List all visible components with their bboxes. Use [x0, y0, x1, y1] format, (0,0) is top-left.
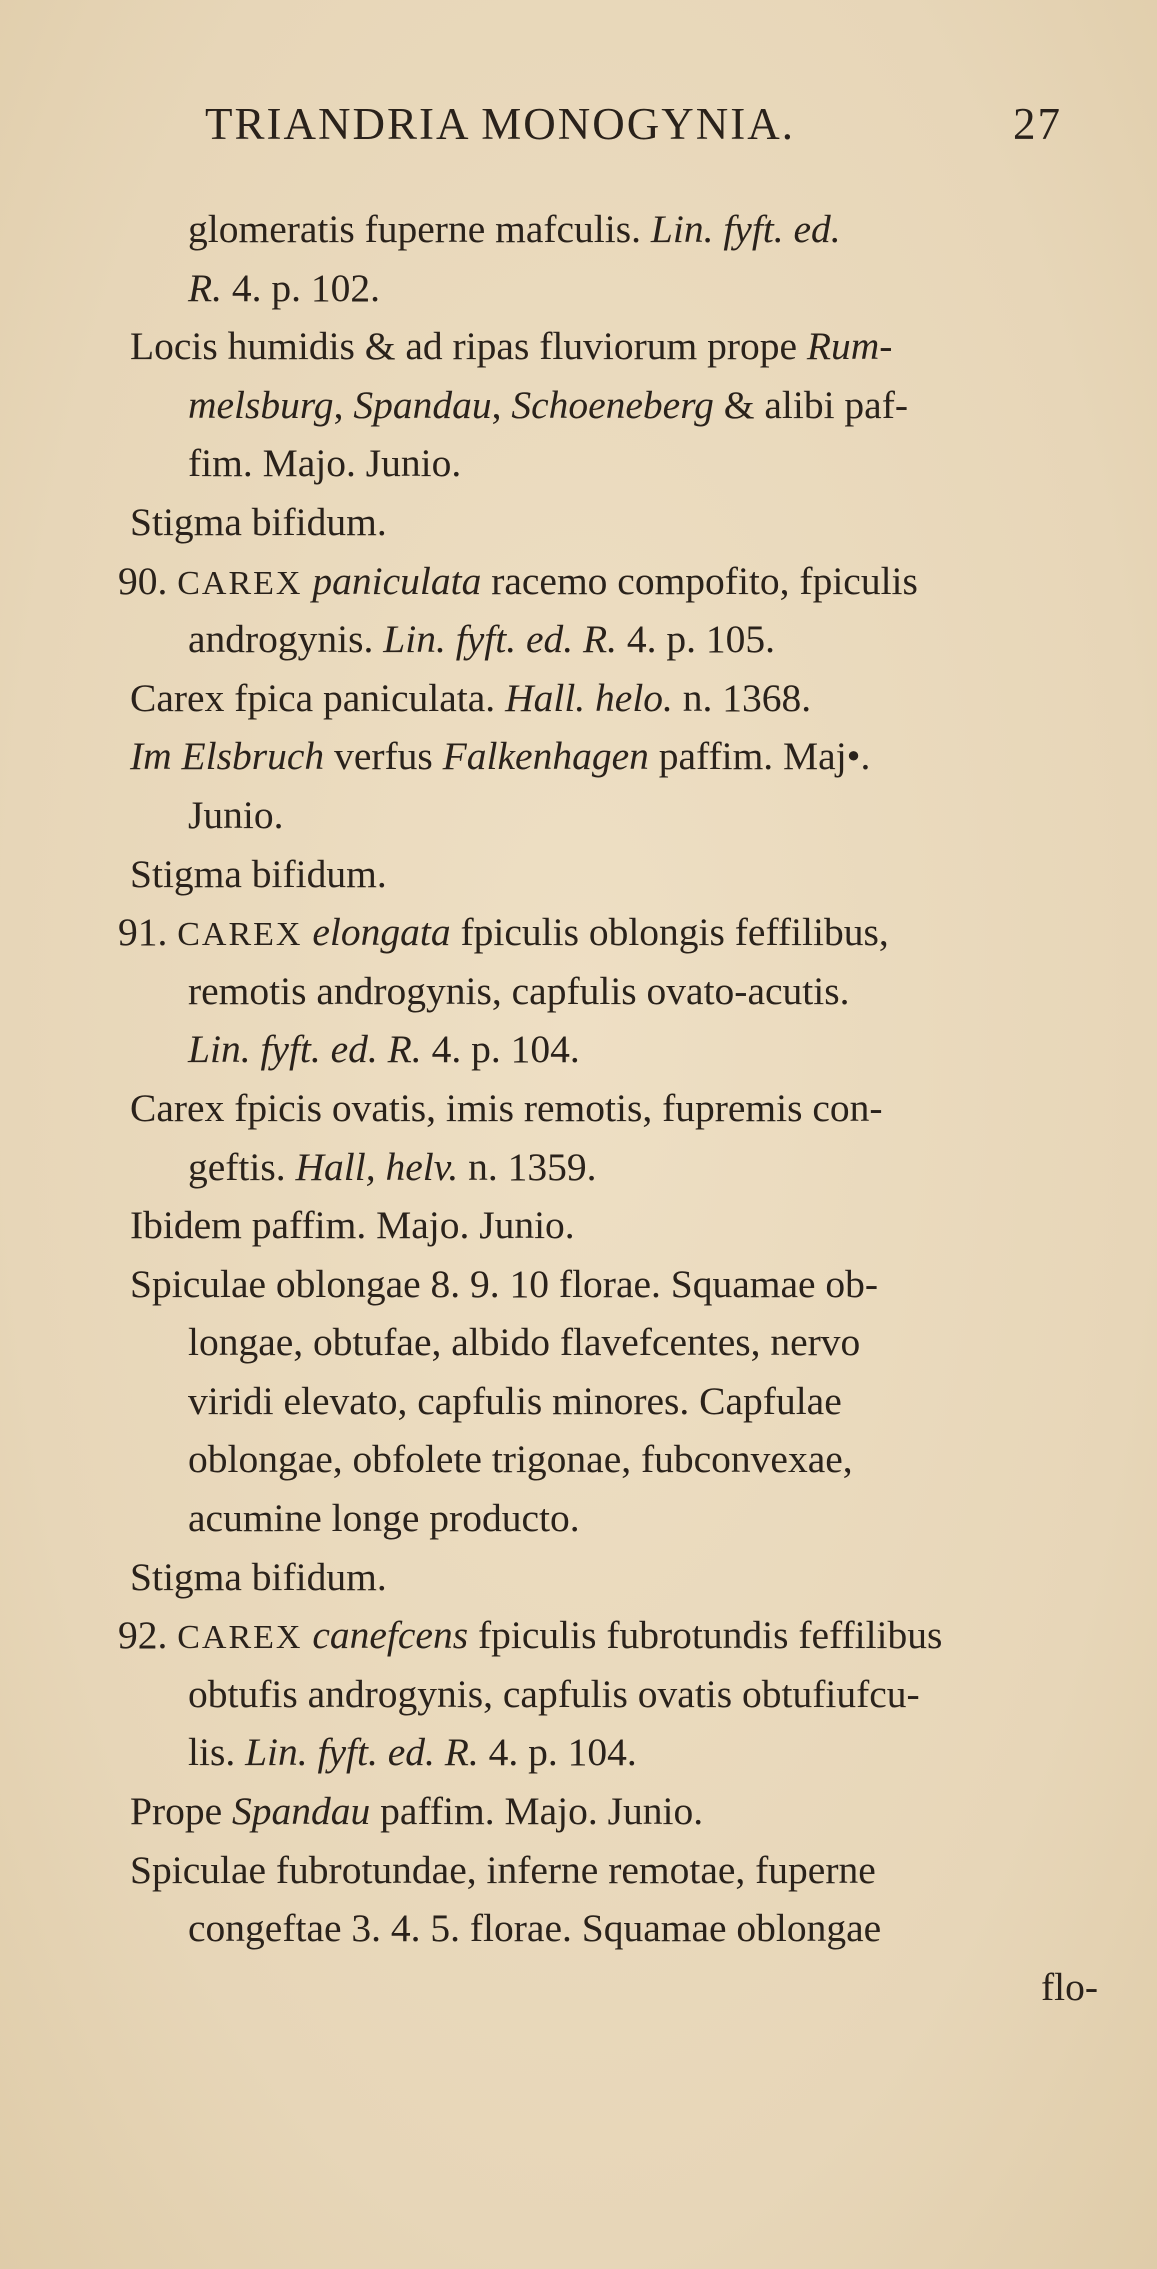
text-run: fpiculis oblongis feffilibus, [450, 910, 889, 955]
page-number: 27 [1013, 99, 1062, 149]
text-line [118, 1196, 1128, 1255]
text-run: fpiculis fubrotundis feffilibus [468, 1613, 943, 1658]
genus-name: CAREX [177, 916, 303, 954]
text-run: Ibidem paffim. Majo. Junio. [130, 1203, 575, 1248]
text-run: 4. p. 104. [478, 1730, 637, 1775]
italic-text: Spandau [232, 1789, 371, 1834]
text-line [118, 493, 1128, 552]
italic-text: Lin. fyft. ed. [650, 207, 841, 251]
text-run [302, 910, 312, 954]
text-run: geftis. [188, 1144, 296, 1189]
genus-name: CAREX [177, 564, 303, 602]
text-run: Spiculae oblongae 8. 9. 10 florae. Squamae ob- [130, 1261, 879, 1306]
text-run: Junio. [188, 792, 284, 837]
italic-text: melsburg [188, 382, 334, 427]
text-line [118, 610, 1128, 669]
text-run: viridi elevato, capfulis minores. Capfulae [188, 1378, 842, 1423]
text-run: obtufis androgynis, capfulis ovatis obtufiufcu- [188, 1671, 920, 1716]
text-run: fim. Majo. Junio. [188, 441, 462, 486]
text-line [118, 376, 1128, 435]
text-line [118, 1430, 1128, 1489]
text-run: Carex fpica paniculata. [130, 675, 506, 720]
text-line [118, 962, 1128, 1021]
running-header [205, 98, 1105, 158]
text-run: verfus [324, 734, 443, 779]
text-run: oblongae, obfolete trigonae, fubconvexae, [188, 1437, 853, 1482]
text-line [118, 727, 1128, 786]
text-run: Stigma bifidum. [130, 499, 387, 544]
text-run: Prope [130, 1789, 233, 1834]
text-line [118, 1489, 1128, 1548]
text-line [118, 259, 1128, 318]
italic-text: Falkenhagen [442, 734, 649, 779]
text-run: flo- [1040, 1964, 1098, 2009]
text-line [118, 1079, 1128, 1138]
text-line [118, 317, 1128, 376]
text-line [118, 1548, 1128, 1607]
italic-text: canefcens [312, 1613, 469, 1658]
italic-text: R. [188, 265, 223, 310]
text-run [302, 1613, 312, 1657]
text-run: 4. p. 104. [421, 1027, 580, 1072]
italic-text: elongata [312, 910, 451, 955]
italic-text: Rum- [806, 324, 893, 369]
text-run: 90. [118, 558, 178, 603]
header-title: TRIANDRIA MONOGYNIA. [205, 99, 795, 149]
text-line [118, 552, 1128, 611]
genus-name: CAREX [177, 1619, 303, 1657]
text-run: longae, obtufae, albido flavefcentes, nervo [188, 1320, 861, 1365]
text-run: congeftae 3. 4. 5. florae. Squamae oblongae [188, 1906, 882, 1951]
text-line [118, 786, 1128, 845]
text-run: glomeratis fuperne mafculis. [188, 207, 651, 251]
italic-text: Schoeneberg [511, 382, 714, 427]
italic-text: Lin. fyft. ed. R. [383, 617, 617, 662]
italic-text: Hall. helo. [505, 675, 673, 720]
text-run: 4. p. 102. [222, 265, 381, 310]
text-run: Carex fpicis ovatis, imis remotis, fupremis con- [130, 1085, 883, 1130]
text-line [118, 1723, 1128, 1782]
text-line [118, 434, 1128, 493]
italic-text: paniculata [312, 558, 482, 603]
text-run: paffim. Maj•. [648, 734, 871, 779]
text-line [118, 1782, 1128, 1841]
text-run: lis. [188, 1730, 246, 1775]
text-run: Spiculae fubrotundae, inferne remotae, fuperne [130, 1847, 876, 1892]
text-line [118, 669, 1128, 728]
text-run: Stigma bifidum. [130, 851, 387, 896]
text-line [118, 1313, 1128, 1372]
text-line [118, 1372, 1128, 1431]
text-run: 4. p. 105. [616, 617, 775, 662]
body-text [118, 200, 1128, 2016]
text-line [118, 903, 1128, 962]
text-run: & alibi paf- [713, 382, 909, 427]
text-run: Locis humidis & ad ripas fluviorum prope [130, 324, 807, 369]
text-line [118, 845, 1128, 904]
text-line [118, 1020, 1128, 1079]
text-run: 91. [118, 910, 178, 955]
text-line [118, 200, 1128, 259]
text-run: n. 1368. [672, 675, 812, 720]
text-line [118, 1958, 1128, 2017]
text-run: 92. [118, 1613, 178, 1658]
italic-text: Hall, helv. [295, 1144, 459, 1189]
text-run: remotis androgynis, capfulis ovato-acutis. [188, 968, 850, 1013]
text-line [118, 1606, 1128, 1665]
text-run [302, 559, 312, 603]
italic-text: Im Elsbruch [130, 734, 325, 779]
text-run: , [333, 382, 354, 427]
text-line [118, 1841, 1128, 1900]
italic-text: Spandau [353, 382, 492, 427]
text-run: , [491, 382, 512, 427]
text-run: acumine longe producto. [188, 1496, 580, 1541]
italic-text: Lin. fyft. ed. R. [188, 1027, 422, 1072]
text-line [118, 1138, 1128, 1197]
text-line [118, 1255, 1128, 1314]
text-line [118, 1899, 1128, 1958]
text-run: racemo compofito, fpiculis [481, 558, 918, 603]
text-run: Stigma bifidum. [130, 1554, 387, 1599]
italic-text: Lin. fyft. ed. R. [245, 1730, 479, 1775]
text-run: androgynis. [188, 617, 384, 662]
text-line [118, 1665, 1128, 1724]
text-run: n. 1359. [458, 1144, 597, 1189]
text-run: paffim. Majo. Junio. [370, 1789, 704, 1834]
